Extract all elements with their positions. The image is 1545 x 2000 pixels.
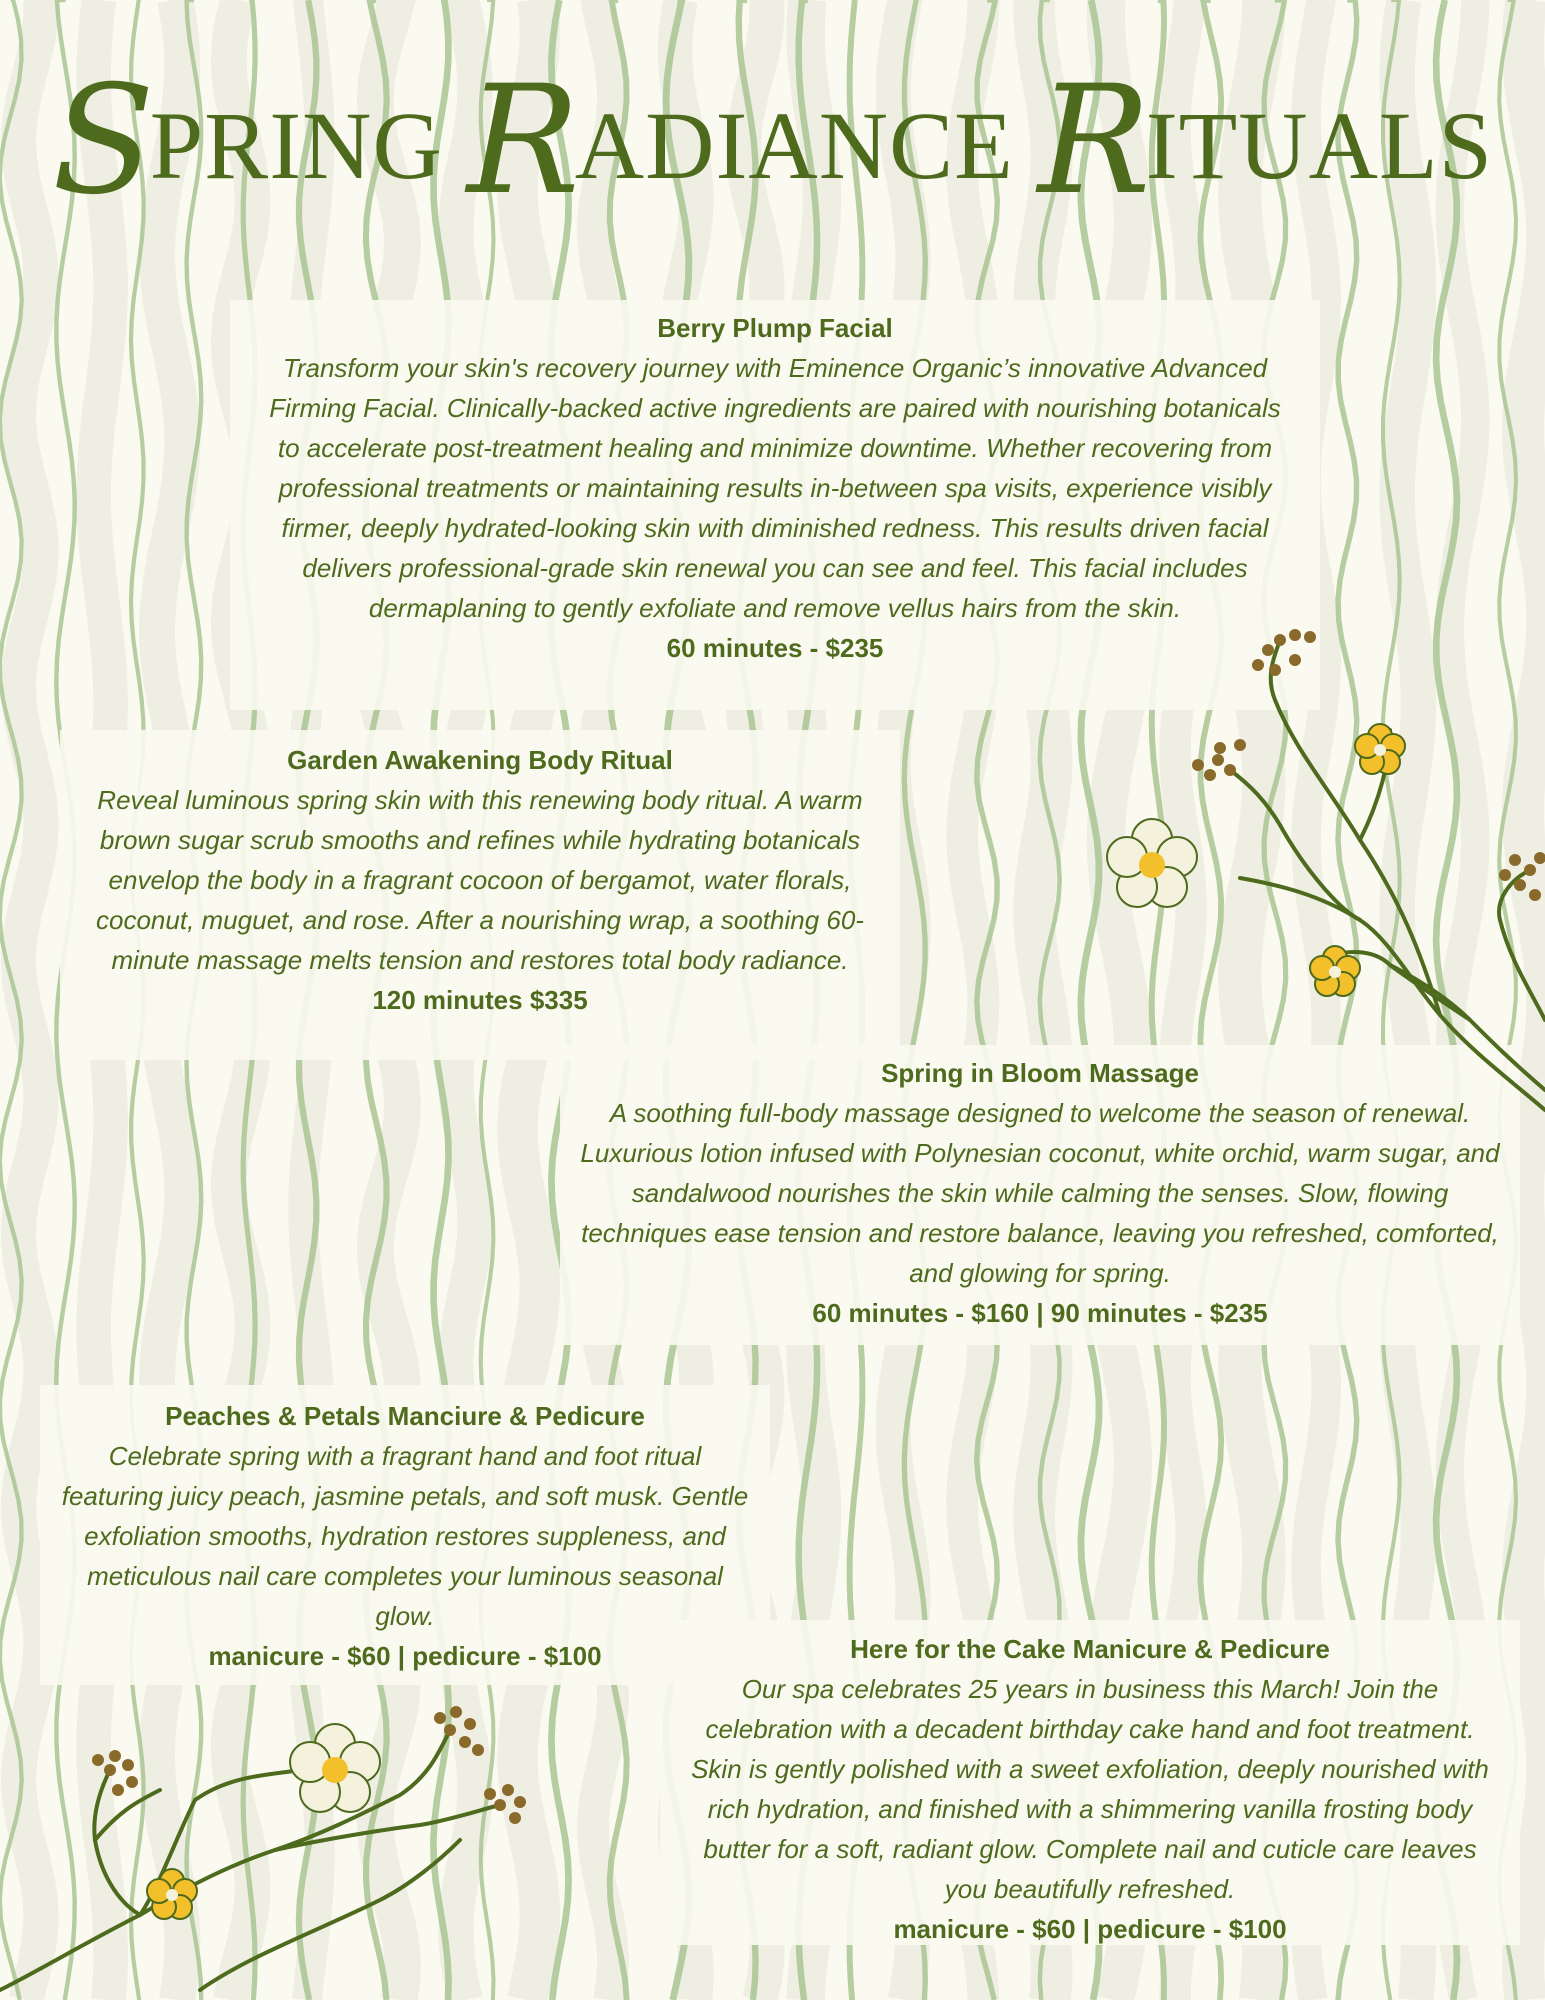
yellow-flower-icon (1310, 724, 1405, 996)
floral-branch-left (0, 1690, 560, 2000)
stem (0, 1730, 450, 1990)
treatment-name: Spring in Bloom Massage (881, 1058, 1199, 1088)
page-title (0, 52, 1545, 228)
treatment-price: 60 minutes - $235 (666, 633, 884, 663)
treatment-price: manicure - $60 | pedicure - $100 (208, 1641, 602, 1671)
treatment-description: Our spa celebrates 25 years in business this March! Join the celebration with a decadent birthday cake hand and foot treatment. Skin is gently polished with a sweet exfoliation, deeply nourished with rich hydration, and finished with a shimmering vanilla frosting body butter for a soft, radiant glow. Complete nail and cuticle care leaves you beautifully refreshed. (691, 1674, 1489, 1904)
treatment-spring-in-bloom (580, 1053, 1500, 1333)
treatment-name: Garden Awakening Body Ritual (287, 745, 673, 775)
stem (95, 1790, 160, 1840)
treatment-price: 60 minutes - $160 | 90 minutes - $235 (812, 1298, 1268, 1328)
treatment-description: A soothing full-body massage designed to welcome the season of renewal. Luxurious lotion infused with Polynesian coconut, white orchid, warm sugar, and sandalwood nourishes the skin while calming the senses. Slow, flowing techniques ease tension and restore balance, leaving you refreshed, comforted, and glowing for spring. (580, 1098, 1500, 1288)
treatment-berry-plump-facial (260, 308, 1290, 668)
white-flower-icon (1107, 819, 1197, 907)
treatment-garden-awakening (75, 740, 885, 1020)
yellow-flower-icon (147, 1869, 197, 1919)
treatment-name: Here for the Cake Manicure & Pedicure (850, 1634, 1330, 1664)
title-word-spring: SPRING (52, 54, 443, 228)
stem (1230, 770, 1360, 920)
white-flower-icon (290, 1724, 380, 1812)
floral-branch-right (1090, 620, 1545, 1120)
stem (275, 1805, 500, 1850)
treatment-description: Transform your skin's recovery journey with Eminence Organic’s innovative Advanced Firming Facial. Clinically-backed active ingredients are paired with nourishing botanicals to accelerate post-treatment healing and minimize downtime. Whether recovering from professional treatments or maintaining results in-between spa visits, experience visibly firmer, deeply hydrated-looking skin with diminished redness. This results driven facial delivers professional-grade skin renewal you can see and feel. This facial includes dermaplaning to gently exfoliate and remove vellus hairs from the skin. (269, 353, 1281, 623)
treatment-name: Berry Plump Facial (657, 313, 893, 343)
treatment-price: manicure - $60 | pedicure - $100 (893, 1914, 1287, 1944)
treatment-description: Reveal luminous spring skin with this renewing body ritual. A warm brown sugar scrub smooths and refines while hydrating botanicals envelop the body in a fragrant cocoon of bergamot, water florals, coconut, muguet, and rose. After a nourishing wrap, a soothing 60-minute massage melts tension and restores total body radiance. (96, 785, 864, 975)
treatment-here-for-the-cake (680, 1629, 1500, 1949)
treatment-peaches-and-petals (60, 1396, 750, 1676)
treatment-name: Peaches & Petals Manciure & Pedicure (165, 1401, 645, 1431)
treatment-price: 120 minutes $335 (372, 985, 588, 1015)
title-word-radiance: RADIANCE (466, 54, 1014, 228)
treatment-description: Celebrate spring with a fragrant hand and foot ritual featuring juicy peach, jasmine petals, and soft musk. Gentle exfoliation smooths, hydration restores suppleness, and meticulous nail care completes your luminous seasonal glow. (61, 1441, 749, 1631)
title-word-rituals: RITUALS (1037, 54, 1493, 228)
